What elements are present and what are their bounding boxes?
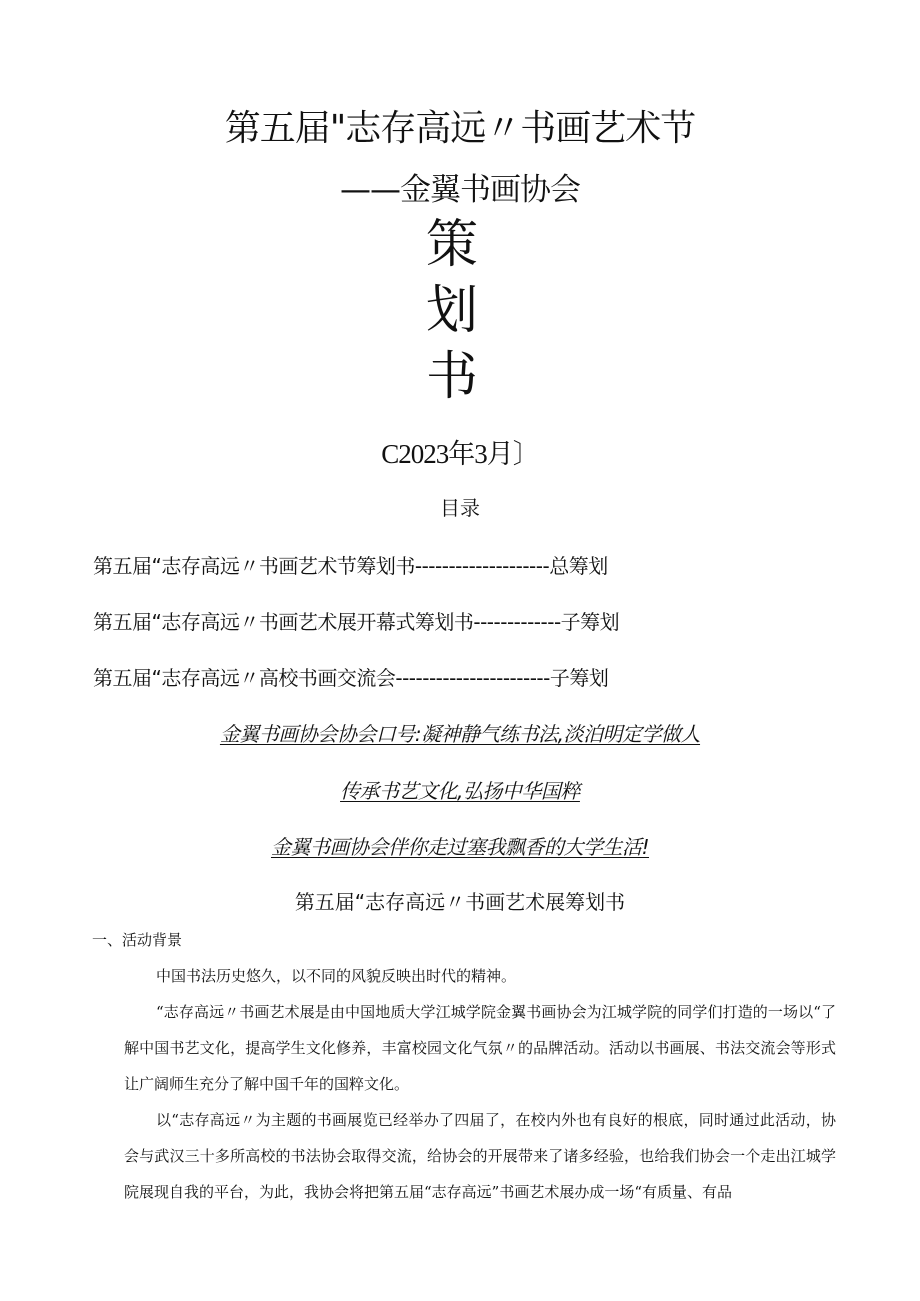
toc-item: 第五届“志存高远〃高校书画交流会-----------------------子筹划 [93, 666, 609, 690]
document-subtitle: ——金翼书画协会 [340, 172, 580, 208]
slogan-line: 金翼书画协会伴你走过塞我飘香的大学生活! [270, 835, 650, 859]
body-paragraph: “志存高远〃书画艺术展是由中国地质大学江城学院金翼书画协会为江城学院的同学们打造的一场以“了解中国书艺文化，提高学生文化修养，丰富校园文化气氛〃的品牌活动。活动以书画展、书法交流会等形式让广阔师生充分了解中国千年的国粹文化。 [124, 1003, 836, 1093]
toc-item: 第五届“志存高远〃书画艺术节筹划书--------------------总筹划 [93, 554, 608, 578]
vertical-title [422, 212, 482, 410]
section-subheading: 一、活动背景 [92, 931, 183, 949]
slogan-line: 金翼书画协会协会口号:凝神静气练书法,淡泊明定学做人 [219, 722, 701, 746]
section-heading: 第五届“志存高远〃书画艺术展筹划书 [294, 890, 626, 914]
document-date: C2023年3月〕 [381, 439, 539, 469]
section-body [124, 958, 836, 1210]
toc-item: 第五届“志存高远〃书画艺术展开幕式筹划书-------------子筹划 [93, 610, 620, 634]
vertical-title-char: 划 [425, 281, 478, 341]
body-paragraph: 中国书法历史悠久，以不同的风貌反映出时代的精神。 [156, 967, 517, 985]
slogan-line: 传承书艺文化,弘扬中华国粹 [340, 779, 580, 803]
document-title: 第五届"志存高远〃书画艺术节 [224, 108, 696, 149]
toc-heading: 目录 [440, 496, 480, 520]
vertical-title-char: 书 [425, 347, 478, 407]
vertical-title-char: 策 [425, 215, 478, 275]
body-paragraph: 以“志存高远〃为主题的书画展览已经举办了四届了，在校内外也有良好的根底，同时通过此活动，协会与武汉三十多所高校的书法协会取得交流，给协会的开展带来了诸多经验，也给我们协会一个走出江城学院展现自我的平台，为此，我协会将把第五届“志存高远”书画艺术展办成一场“有质量、有品 [124, 1111, 836, 1201]
